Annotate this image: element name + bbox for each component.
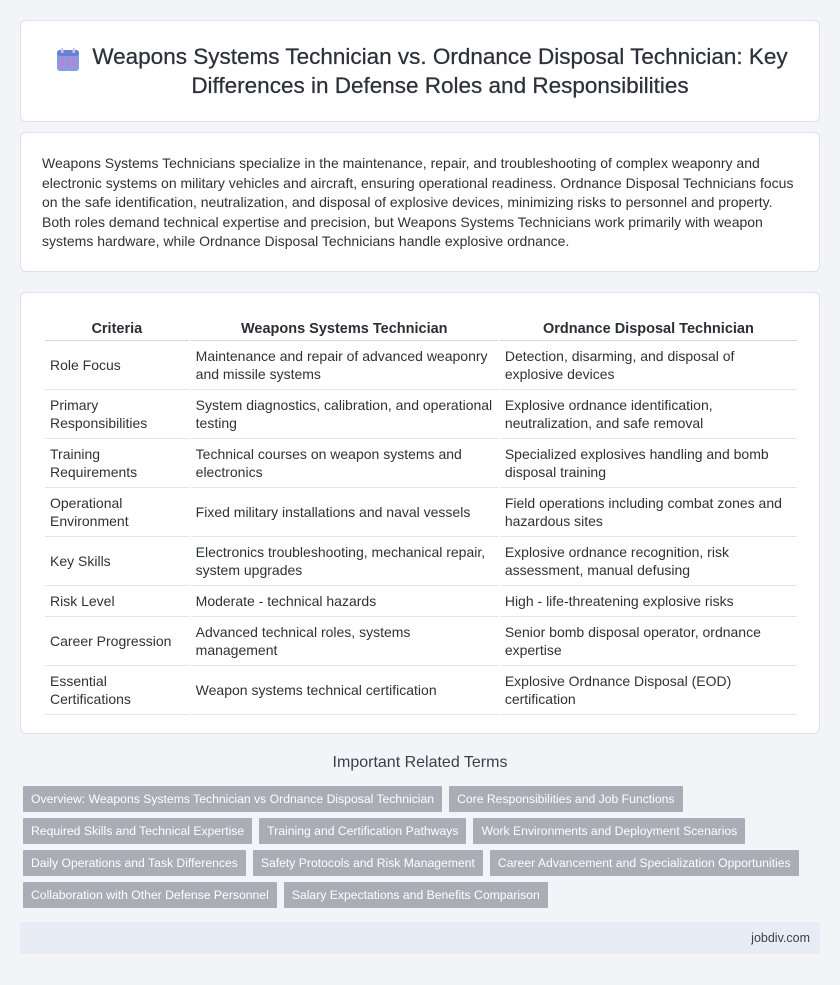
- weapons-cell: Advanced technical roles, systems management: [191, 617, 498, 666]
- ordnance-cell: High - life-threatening explosive risks: [500, 586, 797, 617]
- related-term-tag[interactable]: Collaboration with Other Defense Personnel: [23, 882, 277, 908]
- criteria-cell: Primary Responsibilities: [45, 390, 189, 439]
- related-term-tag[interactable]: Safety Protocols and Risk Management: [253, 850, 483, 876]
- ordnance-cell: Explosive ordnance identification, neutralization, and safe removal: [500, 390, 797, 439]
- criteria-cell: Essential Certifications: [45, 666, 189, 715]
- weapons-cell: Maintenance and repair of advanced weaponry and missile systems: [191, 341, 498, 390]
- related-term-tag[interactable]: Daily Operations and Task Differences: [23, 850, 246, 876]
- table-row: [45, 666, 797, 715]
- criteria-cell: Role Focus: [45, 341, 189, 390]
- comparison-table: [43, 315, 799, 715]
- ordnance-cell: Field operations including combat zones and hazardous sites: [500, 488, 797, 537]
- ordnance-cell: Detection, disarming, and disposal of explosive devices: [500, 341, 797, 390]
- related-term-tag[interactable]: Salary Expectations and Benefits Comparison: [284, 882, 548, 908]
- footer: [20, 922, 820, 954]
- related-term-tag[interactable]: Career Advancement and Specialization Opportunities: [490, 850, 799, 876]
- table-row: [45, 390, 797, 439]
- intro-paragraph: Weapons Systems Technicians specialize in the maintenance, repair, and troubleshooting of complex weaponry and electronic systems on military vehicles and aircraft, ensuring operational readiness. Ordnance Disposal Technicians focus on the safe identification, neutralization, and disposal of explosive devices, minimizing risks to personnel and property. Both roles demand technical expertise and precision, but Weapons Systems Technicians work primarily with weapon systems hardware, while Ordnance Disposal Technicians handle explosive ordnance.: [42, 155, 794, 249]
- column-header-criteria: Criteria: [45, 315, 189, 341]
- intro-card: [20, 132, 820, 272]
- column-header-ordnance-disposal: Ordnance Disposal Technician: [500, 315, 797, 341]
- page-title: Weapons Systems Technician vs. Ordnance Disposal Technician: Key Differences in Defense Roles and Responsibilities: [92, 44, 788, 98]
- ordnance-cell: Senior bomb disposal operator, ordnance expertise: [500, 617, 797, 666]
- related-terms-heading: Important Related Terms: [332, 754, 508, 771]
- criteria-cell: Key Skills: [45, 537, 189, 586]
- weapons-cell: System diagnostics, calibration, and operational testing: [191, 390, 498, 439]
- weapons-cell: Technical courses on weapon systems and electronics: [191, 439, 498, 488]
- criteria-cell: Training Requirements: [45, 439, 189, 488]
- table-row: [45, 439, 797, 488]
- ordnance-cell: Specialized explosives handling and bomb disposal training: [500, 439, 797, 488]
- criteria-cell: Operational Environment: [45, 488, 189, 537]
- criteria-cell: Risk Level: [45, 586, 189, 617]
- related-term-tag[interactable]: Required Skills and Technical Expertise: [23, 818, 252, 844]
- related-terms-tags: [23, 786, 823, 914]
- ordnance-cell: Explosive ordnance recognition, risk assessment, manual defusing: [500, 537, 797, 586]
- table-row: [45, 537, 797, 586]
- weapons-cell: Electronics troubleshooting, mechanical repair, system upgrades: [191, 537, 498, 586]
- related-term-tag[interactable]: Core Responsibilities and Job Functions: [449, 786, 682, 812]
- related-term-tag[interactable]: Work Environments and Deployment Scenarios: [473, 818, 745, 844]
- weapons-cell: Weapon systems technical certification: [191, 666, 498, 715]
- table-row: [45, 586, 797, 617]
- comparison-table-card: [20, 292, 820, 734]
- table-row: [45, 617, 797, 666]
- column-header-weapons-systems: Weapons Systems Technician: [191, 315, 498, 341]
- criteria-cell: Career Progression: [45, 617, 189, 666]
- weapons-cell: Moderate - technical hazards: [191, 586, 498, 617]
- footer-site-link[interactable]: jobdiv.com: [751, 931, 810, 945]
- table-row: [45, 488, 797, 537]
- related-term-tag[interactable]: Overview: Weapons Systems Technician vs Ordnance Disposal Technician: [23, 786, 442, 812]
- table-row: [45, 341, 797, 390]
- related-term-tag[interactable]: Training and Certification Pathways: [259, 818, 466, 844]
- ordnance-cell: Explosive Ordnance Disposal (EOD) certification: [500, 666, 797, 715]
- weapons-cell: Fixed military installations and naval vessels: [191, 488, 498, 537]
- header-card: [20, 20, 820, 122]
